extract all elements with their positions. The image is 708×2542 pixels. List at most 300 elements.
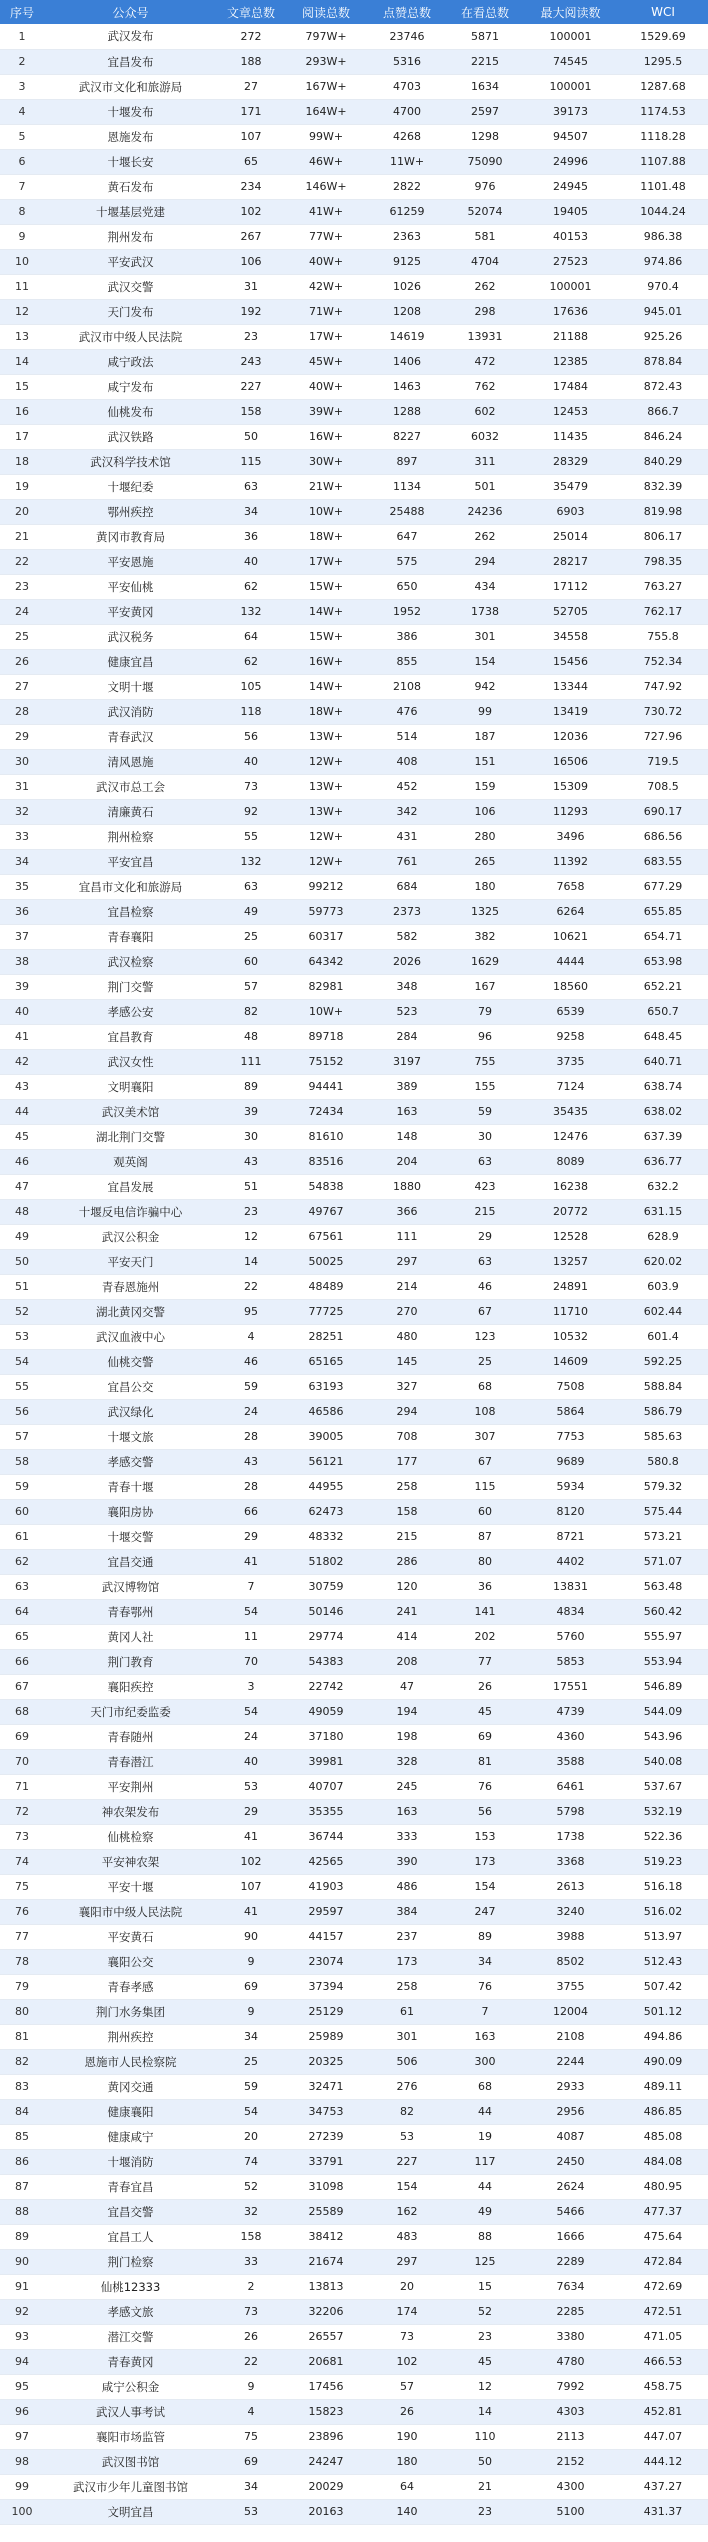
- likes-cell: 14619: [367, 324, 447, 349]
- views-cell: 115: [447, 1474, 523, 1499]
- articles-cell: 20: [217, 2124, 285, 2149]
- table-row: [0, 499, 708, 524]
- rank-cell: 23: [0, 574, 44, 599]
- articles-cell: 40: [217, 1749, 285, 1774]
- wci-cell: 544.09: [618, 1699, 708, 1724]
- reads-cell: 62473: [285, 1499, 367, 1524]
- articles-cell: 39: [217, 1099, 285, 1124]
- views-cell: 106: [447, 799, 523, 824]
- wci-cell: 485.08: [618, 2124, 708, 2149]
- reads-cell: 30W+: [285, 449, 367, 474]
- reads-cell: 146W+: [285, 174, 367, 199]
- rank-cell: 20: [0, 499, 44, 524]
- rank-cell: 86: [0, 2149, 44, 2174]
- reads-cell: 15W+: [285, 624, 367, 649]
- likes-cell: 582: [367, 924, 447, 949]
- articles-cell: 107: [217, 124, 285, 149]
- wci-cell: 945.01: [618, 299, 708, 324]
- table-row: [0, 249, 708, 274]
- likes-cell: 163: [367, 1799, 447, 1824]
- articles-cell: 52: [217, 2174, 285, 2199]
- reads-cell: 12W+: [285, 824, 367, 849]
- wci-cell: 475.64: [618, 2224, 708, 2249]
- views-cell: 976: [447, 174, 523, 199]
- header-likes: 点赞总数: [382, 5, 431, 20]
- max-reads-cell: 25014: [523, 524, 618, 549]
- views-cell: 45: [447, 2349, 523, 2374]
- max-reads-cell: 12528: [523, 1224, 618, 1249]
- max-reads-cell: 6903: [523, 499, 618, 524]
- table-row: [0, 2424, 708, 2449]
- articles-cell: 53: [217, 1774, 285, 1799]
- max-reads-cell: 7753: [523, 1424, 618, 1449]
- likes-cell: 25488: [367, 499, 447, 524]
- likes-cell: 270: [367, 1299, 447, 1324]
- account-name-cell: 天门发布: [44, 299, 217, 324]
- wci-cell: 490.09: [618, 2049, 708, 2074]
- reads-cell: 16W+: [285, 424, 367, 449]
- reads-cell: 31098: [285, 2174, 367, 2199]
- reads-cell: 32206: [285, 2299, 367, 2324]
- likes-cell: 684: [367, 874, 447, 899]
- likes-cell: 120: [367, 1574, 447, 1599]
- articles-cell: 24: [217, 1399, 285, 1424]
- likes-cell: 333: [367, 1824, 447, 1849]
- rank-cell: 67: [0, 1674, 44, 1699]
- rank-cell: 61: [0, 1524, 44, 1549]
- max-reads-cell: 14609: [523, 1349, 618, 1374]
- account-name-cell: 荆州发布: [44, 224, 217, 249]
- table-row: [0, 1824, 708, 1849]
- views-cell: 68: [447, 2074, 523, 2099]
- max-reads-cell: 12036: [523, 724, 618, 749]
- table-row: [0, 524, 708, 549]
- table-row: [0, 174, 708, 199]
- account-name-cell: 宜昌市文化和旅游局: [44, 874, 217, 899]
- table-row: [0, 774, 708, 799]
- likes-cell: 4703: [367, 74, 447, 99]
- account-name-cell: 十堰文旅: [44, 1424, 217, 1449]
- wci-cell: 471.05: [618, 2324, 708, 2349]
- views-cell: 141: [447, 1599, 523, 1624]
- likes-cell: 194: [367, 1699, 447, 1724]
- reads-cell: 27239: [285, 2124, 367, 2149]
- rank-cell: 1: [0, 24, 44, 49]
- articles-cell: 34: [217, 2024, 285, 2049]
- account-name-cell: 平安武汉: [44, 249, 217, 274]
- rank-cell: 15: [0, 374, 44, 399]
- max-reads-cell: 17551: [523, 1674, 618, 1699]
- views-cell: 423: [447, 1174, 523, 1199]
- max-reads-cell: 2285: [523, 2299, 618, 2324]
- likes-cell: 23746: [367, 24, 447, 49]
- reads-cell: 17W+: [285, 324, 367, 349]
- articles-cell: 41: [217, 1899, 285, 1924]
- rank-cell: 88: [0, 2199, 44, 2224]
- reads-cell: 34753: [285, 2099, 367, 2124]
- rank-cell: 46: [0, 1149, 44, 1174]
- rank-cell: 90: [0, 2249, 44, 2274]
- table-row: [0, 424, 708, 449]
- rank-cell: 18: [0, 449, 44, 474]
- wci-cell: 444.12: [618, 2449, 708, 2474]
- table-row: [0, 1974, 708, 1999]
- max-reads-cell: 21188: [523, 324, 618, 349]
- table-row: [0, 1349, 708, 1374]
- wci-cell: 690.17: [618, 799, 708, 824]
- account-name-cell: 青春宜昌: [44, 2174, 217, 2199]
- max-reads-cell: 3496: [523, 824, 618, 849]
- rank-cell: 40: [0, 999, 44, 1024]
- account-name-cell: 健康宜昌: [44, 649, 217, 674]
- articles-cell: 34: [217, 499, 285, 524]
- account-name-cell: 平安宜昌: [44, 849, 217, 874]
- likes-cell: 2108: [367, 674, 447, 699]
- wci-cell: 683.55: [618, 849, 708, 874]
- table-row: [0, 1049, 708, 1074]
- likes-cell: 1952: [367, 599, 447, 624]
- max-reads-cell: 11435: [523, 424, 618, 449]
- wci-cell: 866.7: [618, 399, 708, 424]
- rank-cell: 72: [0, 1799, 44, 1824]
- rank-cell: 29: [0, 724, 44, 749]
- rank-cell: 9: [0, 224, 44, 249]
- max-reads-cell: 5760: [523, 1624, 618, 1649]
- table-row: [0, 1799, 708, 1824]
- max-reads-cell: 24945: [523, 174, 618, 199]
- table-row: [0, 2299, 708, 2324]
- rank-cell: 100: [0, 2499, 44, 2524]
- views-cell: 69: [447, 1724, 523, 1749]
- wci-cell: 1118.28: [618, 124, 708, 149]
- wci-cell: 480.95: [618, 2174, 708, 2199]
- views-cell: 76: [447, 1974, 523, 1999]
- views-cell: 67: [447, 1299, 523, 1324]
- views-cell: 280: [447, 824, 523, 849]
- wci-cell: 466.53: [618, 2349, 708, 2374]
- account-name-cell: 武汉发布: [44, 24, 217, 49]
- likes-cell: 140: [367, 2499, 447, 2524]
- account-name-cell: 湖北荆门交警: [44, 1124, 217, 1149]
- rank-cell: 60: [0, 1499, 44, 1524]
- account-name-cell: 武汉人事考试: [44, 2399, 217, 2424]
- reads-cell: 26557: [285, 2324, 367, 2349]
- articles-cell: 89: [217, 1074, 285, 1099]
- views-cell: 262: [447, 524, 523, 549]
- reads-cell: 83516: [285, 1149, 367, 1174]
- max-reads-cell: 6539: [523, 999, 618, 1024]
- likes-cell: 1880: [367, 1174, 447, 1199]
- views-cell: 52: [447, 2299, 523, 2324]
- account-name-cell: 武汉检察: [44, 949, 217, 974]
- views-cell: 44: [447, 2099, 523, 2124]
- table-row: [0, 374, 708, 399]
- table-row: [0, 1924, 708, 1949]
- table-row: [0, 649, 708, 674]
- views-cell: 68: [447, 1374, 523, 1399]
- rank-cell: 27: [0, 674, 44, 699]
- articles-cell: 63: [217, 474, 285, 499]
- reads-cell: 17456: [285, 2374, 367, 2399]
- reads-cell: 293W+: [285, 49, 367, 74]
- views-cell: 24236: [447, 499, 523, 524]
- rank-cell: 69: [0, 1724, 44, 1749]
- likes-cell: 483: [367, 2224, 447, 2249]
- likes-cell: 4268: [367, 124, 447, 149]
- account-name-cell: 平安黄冈: [44, 599, 217, 624]
- reads-cell: 40W+: [285, 374, 367, 399]
- likes-cell: 53: [367, 2124, 447, 2149]
- max-reads-cell: 100001: [523, 24, 618, 49]
- rank-cell: 81: [0, 2024, 44, 2049]
- wci-cell: 489.11: [618, 2074, 708, 2099]
- reads-cell: 28251: [285, 1324, 367, 1349]
- articles-cell: 132: [217, 599, 285, 624]
- account-name-cell: 襄阳市中级人民法院: [44, 1899, 217, 1924]
- likes-cell: 102: [367, 2349, 447, 2374]
- max-reads-cell: 12453: [523, 399, 618, 424]
- max-reads-cell: 12004: [523, 1999, 618, 2024]
- account-name-cell: 荆州检察: [44, 824, 217, 849]
- wci-cell: 1174.53: [618, 99, 708, 124]
- table-row: [0, 1149, 708, 1174]
- table-row: [0, 1549, 708, 1574]
- likes-cell: 1463: [367, 374, 447, 399]
- reads-cell: 50146: [285, 1599, 367, 1624]
- articles-cell: 2: [217, 2274, 285, 2299]
- articles-cell: 73: [217, 774, 285, 799]
- views-cell: 307: [447, 1424, 523, 1449]
- rank-cell: 30: [0, 749, 44, 774]
- articles-cell: 55: [217, 824, 285, 849]
- likes-cell: 327: [367, 1374, 447, 1399]
- reads-cell: 13W+: [285, 774, 367, 799]
- max-reads-cell: 6461: [523, 1774, 618, 1799]
- table-row: [0, 1374, 708, 1399]
- rank-cell: 26: [0, 649, 44, 674]
- max-reads-cell: 5934: [523, 1474, 618, 1499]
- views-cell: 1298: [447, 124, 523, 149]
- rank-cell: 75: [0, 1874, 44, 1899]
- wci-cell: 1101.48: [618, 174, 708, 199]
- account-name-cell: 平安十堰: [44, 1874, 217, 1899]
- max-reads-cell: 7508: [523, 1374, 618, 1399]
- account-name-cell: 襄阳房协: [44, 1499, 217, 1524]
- likes-cell: 204: [367, 1149, 447, 1174]
- account-name-cell: 武汉女性: [44, 1049, 217, 1074]
- table-row: [0, 1124, 708, 1149]
- views-cell: 49: [447, 2199, 523, 2224]
- rank-cell: 45: [0, 1124, 44, 1149]
- max-reads-cell: 94507: [523, 124, 618, 149]
- account-name-cell: 武汉血液中心: [44, 1324, 217, 1349]
- account-name-cell: 十堰发布: [44, 99, 217, 124]
- rank-cell: 85: [0, 2124, 44, 2149]
- wci-cell: 484.08: [618, 2149, 708, 2174]
- articles-cell: 70: [217, 1649, 285, 1674]
- max-reads-cell: 2450: [523, 2149, 618, 2174]
- reads-cell: 44157: [285, 1924, 367, 1949]
- reads-cell: 99212: [285, 874, 367, 899]
- account-name-cell: 恩施市人民检察院: [44, 2049, 217, 2074]
- max-reads-cell: 7658: [523, 874, 618, 899]
- wci-cell: 638.74: [618, 1074, 708, 1099]
- header-wci: WCI: [651, 5, 675, 19]
- wci-cell: 477.37: [618, 2199, 708, 2224]
- account-name-cell: 咸宁发布: [44, 374, 217, 399]
- reads-cell: 30759: [285, 1574, 367, 1599]
- articles-cell: 11: [217, 1624, 285, 1649]
- views-cell: 4704: [447, 249, 523, 274]
- table-row: [0, 599, 708, 624]
- wci-cell: 686.56: [618, 824, 708, 849]
- rank-cell: 59: [0, 1474, 44, 1499]
- likes-cell: 82: [367, 2099, 447, 2124]
- max-reads-cell: 13419: [523, 699, 618, 724]
- rank-cell: 87: [0, 2174, 44, 2199]
- table-row: [0, 1899, 708, 1924]
- rank-cell: 92: [0, 2299, 44, 2324]
- account-name-cell: 十堰基层党建: [44, 199, 217, 224]
- articles-cell: 3: [217, 1674, 285, 1699]
- table-row: [0, 2274, 708, 2299]
- views-cell: 215: [447, 1199, 523, 1224]
- likes-cell: 163: [367, 1099, 447, 1124]
- views-cell: 59: [447, 1099, 523, 1124]
- account-name-cell: 宜昌交通: [44, 1549, 217, 1574]
- table-row: [0, 1874, 708, 1899]
- rank-cell: 19: [0, 474, 44, 499]
- wci-cell: 588.84: [618, 1374, 708, 1399]
- articles-cell: 54: [217, 1699, 285, 1724]
- table-row: [0, 849, 708, 874]
- rank-cell: 21: [0, 524, 44, 549]
- articles-cell: 50: [217, 424, 285, 449]
- articles-cell: 24: [217, 1724, 285, 1749]
- articles-cell: 28: [217, 1474, 285, 1499]
- wci-cell: 1107.88: [618, 149, 708, 174]
- reads-cell: 10W+: [285, 499, 367, 524]
- max-reads-cell: 39173: [523, 99, 618, 124]
- wci-cell: 846.24: [618, 424, 708, 449]
- table-row: [0, 474, 708, 499]
- articles-cell: 267: [217, 224, 285, 249]
- views-cell: 163: [447, 2024, 523, 2049]
- reads-cell: 46586: [285, 1399, 367, 1424]
- max-reads-cell: 100001: [523, 74, 618, 99]
- account-name-cell: 荆门检察: [44, 2249, 217, 2274]
- max-reads-cell: 7992: [523, 2374, 618, 2399]
- reads-cell: 39W+: [285, 399, 367, 424]
- articles-cell: 25: [217, 2049, 285, 2074]
- wci-cell: 654.71: [618, 924, 708, 949]
- table-row: [0, 1399, 708, 1424]
- articles-cell: 49: [217, 899, 285, 924]
- max-reads-cell: 4444: [523, 949, 618, 974]
- views-cell: 155: [447, 1074, 523, 1099]
- likes-cell: 8227: [367, 424, 447, 449]
- views-cell: 581: [447, 224, 523, 249]
- table-row: [0, 999, 708, 1024]
- table-row: [0, 1249, 708, 1274]
- articles-cell: 59: [217, 2074, 285, 2099]
- table-row: [0, 2249, 708, 2274]
- articles-cell: 107: [217, 1874, 285, 1899]
- views-cell: 50: [447, 2449, 523, 2474]
- views-cell: 21: [447, 2474, 523, 2499]
- articles-cell: 62: [217, 649, 285, 674]
- rank-cell: 2: [0, 49, 44, 74]
- likes-cell: 148: [367, 1124, 447, 1149]
- views-cell: 67: [447, 1449, 523, 1474]
- max-reads-cell: 17636: [523, 299, 618, 324]
- table-row: [0, 2349, 708, 2374]
- rank-cell: 36: [0, 899, 44, 924]
- rank-cell: 62: [0, 1549, 44, 1574]
- rank-cell: 13: [0, 324, 44, 349]
- views-cell: 46: [447, 1274, 523, 1299]
- wci-cell: 586.79: [618, 1399, 708, 1424]
- views-cell: 15: [447, 2274, 523, 2299]
- wci-cell: 638.02: [618, 1099, 708, 1124]
- wci-cell: 507.42: [618, 1974, 708, 1999]
- likes-cell: 1026: [367, 274, 447, 299]
- likes-cell: 26: [367, 2399, 447, 2424]
- account-name-cell: 武汉美术馆: [44, 1099, 217, 1124]
- reads-cell: 35355: [285, 1799, 367, 1824]
- account-name-cell: 武汉科学技术馆: [44, 449, 217, 474]
- likes-cell: 297: [367, 1249, 447, 1274]
- table-row: [0, 2474, 708, 2499]
- wci-cell: 553.94: [618, 1649, 708, 1674]
- account-name-cell: 荆州疾控: [44, 2024, 217, 2049]
- articles-cell: 272: [217, 24, 285, 49]
- max-reads-cell: 12476: [523, 1124, 618, 1149]
- max-reads-cell: 28217: [523, 549, 618, 574]
- reads-cell: 18W+: [285, 699, 367, 724]
- articles-cell: 132: [217, 849, 285, 874]
- header-articles: 文章总数: [226, 5, 275, 20]
- wci-cell: 1044.24: [618, 199, 708, 224]
- wci-cell: 501.12: [618, 1999, 708, 2024]
- views-cell: 6032: [447, 424, 523, 449]
- wci-cell: 719.5: [618, 749, 708, 774]
- likes-cell: 294: [367, 1399, 447, 1424]
- account-name-cell: 孝感公安: [44, 999, 217, 1024]
- reads-cell: 33791: [285, 2149, 367, 2174]
- likes-cell: 342: [367, 799, 447, 824]
- account-name-cell: 湖北黄冈交警: [44, 1299, 217, 1324]
- wci-cell: 472.69: [618, 2274, 708, 2299]
- reads-cell: 164W+: [285, 99, 367, 124]
- articles-cell: 106: [217, 249, 285, 274]
- articles-cell: 36: [217, 524, 285, 549]
- likes-cell: 61259: [367, 199, 447, 224]
- likes-cell: 575: [367, 549, 447, 574]
- rank-cell: 24: [0, 599, 44, 624]
- likes-cell: 154: [367, 2174, 447, 2199]
- rank-cell: 70: [0, 1749, 44, 1774]
- articles-cell: 53: [217, 2499, 285, 2524]
- rank-cell: 51: [0, 1274, 44, 1299]
- reads-cell: 21674: [285, 2249, 367, 2274]
- likes-cell: 190: [367, 2424, 447, 2449]
- header-reads: 阅读总数: [301, 5, 350, 20]
- wci-cell: 620.02: [618, 1249, 708, 1274]
- table-row: [0, 699, 708, 724]
- rank-cell: 93: [0, 2324, 44, 2349]
- views-cell: 12: [447, 2374, 523, 2399]
